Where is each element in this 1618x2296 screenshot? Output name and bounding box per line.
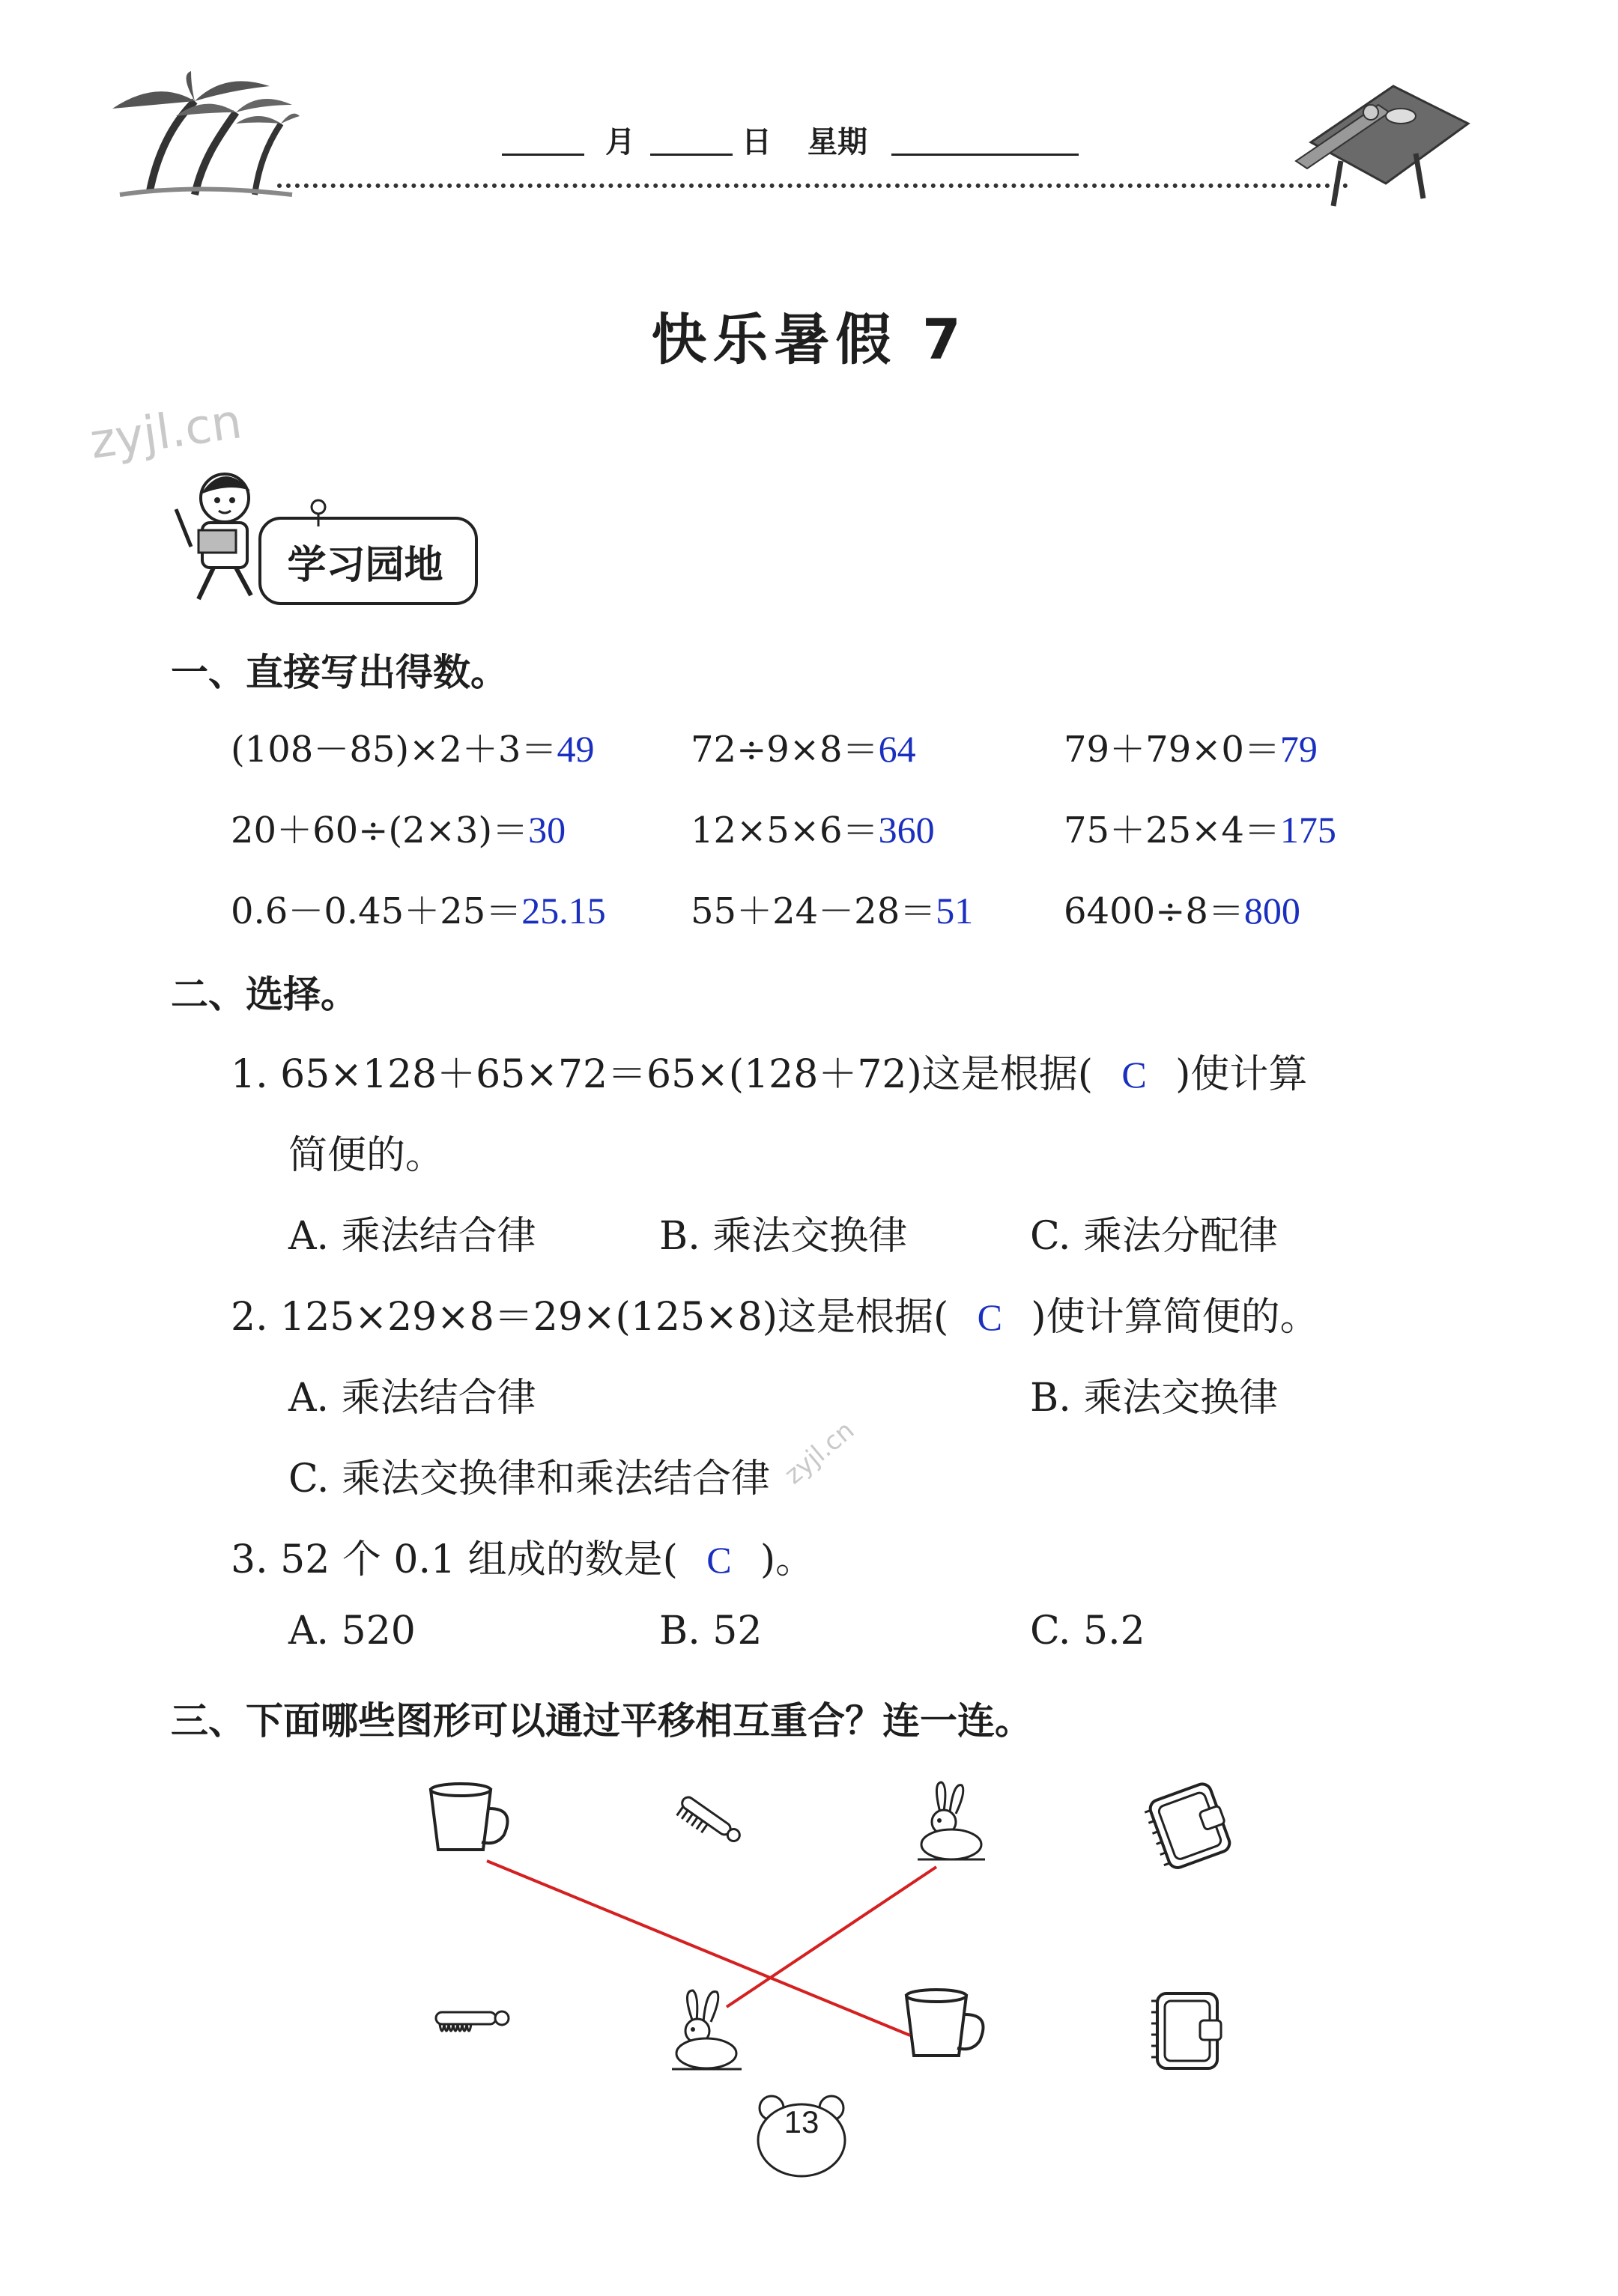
weekday-label: 星期: [808, 125, 867, 160]
question-text: )。: [760, 1537, 815, 1582]
calc-question: 75＋25×4＝: [1064, 810, 1280, 851]
question-text: 2. 125×29×8＝29×(125×8)这是根据(: [231, 1295, 949, 1340]
question-text: 3. 52 个 0.1 组成的数是(: [231, 1537, 678, 1582]
page-number: 13: [784, 2104, 819, 2139]
day-label: 日: [742, 125, 772, 160]
watermark-top: zyjl.cn: [86, 394, 246, 470]
calc-question: 6400÷8＝: [1064, 890, 1244, 932]
choice-answer: C: [1121, 1054, 1147, 1096]
calc-answer: 64: [878, 728, 916, 770]
calc-answer: 30: [528, 809, 566, 851]
rabbit-match-line: [727, 1867, 936, 2007]
calc-question: 55＋24－28＝: [691, 890, 936, 932]
calc-answer: 800: [1243, 890, 1300, 932]
month-label: 月: [605, 125, 635, 160]
question-text: 1. 65×128＋65×72＝65×(128＋72)这是根据(: [231, 1052, 1094, 1097]
q3-option-b: B. 52: [659, 1609, 763, 1653]
calc-answer: 360: [878, 809, 935, 851]
calc-question: (108－85)×2＋3＝: [231, 729, 557, 771]
question-text: )使计算: [1175, 1052, 1308, 1097]
calc-question: 0.6－0.45＋25＝: [231, 890, 522, 932]
calc-answer: 175: [1279, 809, 1336, 851]
question-text: )使计算简便的。: [1031, 1295, 1319, 1340]
q3-option-a: A. 520: [288, 1609, 416, 1653]
q2-option-c: C. 乘法交换律和乘法结合律: [288, 1457, 770, 1501]
calc-question: 79＋79×0＝: [1064, 729, 1280, 771]
choice-answer: C: [706, 1539, 732, 1581]
calc-answer: 79: [1279, 728, 1318, 770]
section3-heading: 三、下面哪些图形可以通过平移相互重合？连一连。: [171, 1699, 1032, 1743]
choice-answer: C: [977, 1296, 1002, 1338]
calc-question: 12×5×6＝: [691, 810, 879, 851]
section-badge-label: 学习园地: [287, 543, 443, 588]
q1-option-a: A. 乘法结合律: [288, 1214, 536, 1259]
q2-option-a: A. 乘法结合律: [288, 1376, 536, 1421]
watermark-middle: zyjl.cn: [778, 1415, 861, 1491]
calc-question: 72÷9×8＝: [691, 729, 879, 771]
section2-heading: 二、选择。: [171, 973, 358, 1016]
calc-answer: 51: [936, 890, 974, 932]
q1-option-c: C. 乘法分配律: [1030, 1214, 1278, 1259]
calc-question: 20＋60÷(2×3)＝: [231, 810, 529, 851]
q2-option-b: B. 乘法交换律: [1030, 1376, 1279, 1421]
section1-heading: 一、直接写出得数。: [171, 651, 508, 694]
calc-answer: 49: [557, 728, 595, 770]
cup-match-line: [487, 1861, 910, 2035]
page-title: 快乐暑假 7: [651, 308, 967, 372]
q3-option-c: C. 5.2: [1030, 1609, 1145, 1653]
question-1-continuation: 简便的。: [288, 1133, 445, 1178]
q1-option-b: B. 乘法交换律: [659, 1214, 908, 1259]
calc-answer: 25.15: [521, 890, 606, 932]
